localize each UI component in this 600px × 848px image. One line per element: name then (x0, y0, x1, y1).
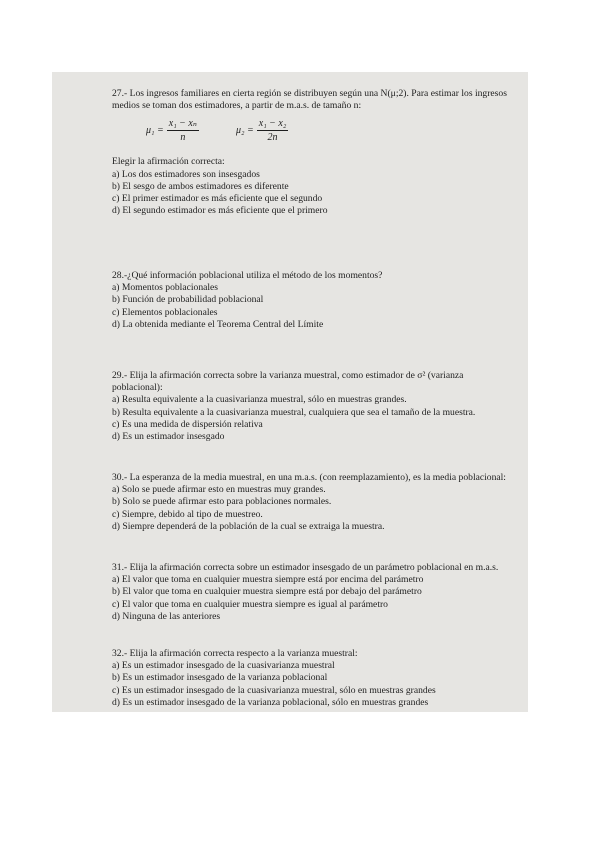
question-30 (112, 472, 512, 533)
formula-2-numerator: x₁ − x₂ (258, 118, 287, 130)
question-29-stem: 29.- Elija la afirmación correcta sobre la varianza muestral, como estimador de σ² (varianza poblacional): (112, 370, 464, 394)
question-27-option-b: b) El sesgo de ambos estimadores es diferente (112, 180, 289, 192)
question-30-stem: 30.- La esperanza de la media muestral, en una m.a.s. (con reemplazamiento), es la media poblacional: (112, 472, 506, 483)
question-27-option-c: c) El primer estimador es más eficiente que el segundo (112, 193, 323, 205)
question-28-option-d: d) La obtenida mediante el Teorema Central del Límite (112, 318, 324, 330)
question-32-option-c: c) Es un estimador insesgado de la cuasivarianza muestral, sólo en muestras grandes (112, 684, 436, 696)
question-31-stem: 31.- Elija la afirmación correcta sobre un estimador insesgado de un parámetro poblacional en m.a.s. (112, 562, 499, 573)
question-31-option-a: a) El valor que toma en cualquier muestra siempre está por encima del parámetro (112, 574, 424, 586)
question-28 (112, 270, 512, 331)
question-29 (112, 370, 512, 443)
formula-1-denominator: n (180, 132, 186, 144)
question-32-option-a: a) Es un estimador insesgado de la cuasivarianza muestral (112, 660, 335, 672)
question-32-option-d: d) Es un estimador insesgado de la varianza poblacional, sólo en muestras grandes (112, 696, 429, 708)
question-31-option-d: d) Ninguna de las anteriores (112, 610, 221, 622)
question-27-stem: 27.- Los ingresos familiares en cierta región se distribuyen según una N(μ;2). Para estimar los ingresos medios se toman dos estimadores, a partir de m.a.s. de tamaño n: (112, 88, 507, 112)
question-27-option-a: a) Los dos estimadores son insesgados (112, 168, 260, 180)
question-28-stem: 28.-¿Qué información poblacional utiliza el método de los momentos? (112, 270, 383, 281)
question-30-option-c: c) Siempre, debido al tipo de muestreo. (112, 508, 263, 520)
question-31-option-c: c) El valor que toma en cualquier muestra siempre es igual al parámetro (112, 598, 388, 610)
question-32-stem: 32.- Elija la afirmación correcta respecto a la varianza muestral: (112, 648, 358, 659)
formula-2-lhs: μ₂ = (236, 125, 254, 137)
question-27-option-d: d) El segundo estimador es más eficiente que el primero (112, 205, 328, 217)
question-29-option-b: b) Resulta equivalente a la cuasivarianza muestral, cualquiera que sea el tamaño de la muestra. (112, 406, 476, 418)
question-30-option-a: a) Solo se puede afirmar esto en muestras muy grandes. (112, 484, 326, 496)
question-29-option-a: a) Resulta equivalente a la cuasivarianza muestral, sólo en muestras grandes. (112, 394, 407, 406)
formula-estimator-1 (146, 118, 199, 144)
formula-2-fraction (257, 118, 289, 144)
question-30-option-d: d) Siempre dependerá de la población de la cual se extraiga la muestra. (112, 520, 385, 532)
question-28-option-b: b) Función de probabilidad poblacional (112, 294, 264, 306)
question-28-option-c: c) Elementos poblacionales (112, 306, 218, 318)
question-29-option-c: c) Es una medida de dispersión relativa (112, 418, 263, 430)
question-30-option-b: b) Solo se puede afirmar esto para poblaciones normales. (112, 496, 332, 508)
question-32-option-b: b) Es un estimador insesgado de la varianza poblacional (112, 672, 328, 684)
formula-2-denominator: 2n (267, 132, 278, 144)
formula-estimator-2 (236, 118, 288, 144)
question-31 (112, 562, 512, 623)
question-31-option-b: b) El valor que toma en cualquier muestra siempre está por debajo del parámetro (112, 586, 422, 598)
question-29-option-d: d) Es un estimador insesgado (112, 431, 225, 443)
formula-1-lhs: μ₁ = (146, 125, 164, 137)
question-32 (112, 648, 512, 709)
formula-1-fraction (167, 118, 199, 144)
formula-1-numerator: x₁ − xₙ (168, 118, 197, 130)
question-27-prompt: Elegir la afirmación correcta: (112, 156, 225, 168)
estimator-formulas (112, 118, 512, 148)
question-27 (112, 88, 512, 217)
exam-page-photo (52, 72, 528, 712)
question-28-option-a: a) Momentos poblacionales (112, 282, 219, 294)
